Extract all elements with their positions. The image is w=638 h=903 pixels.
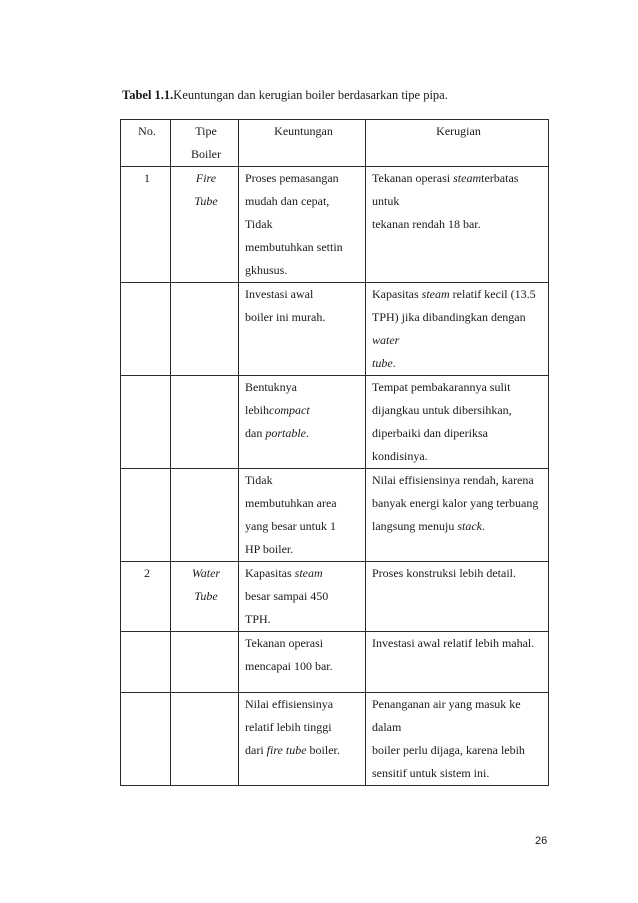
italic-term: water tube xyxy=(372,333,400,370)
header-type-line1: Tipe xyxy=(195,124,217,138)
table-caption-text: Keuntungan dan kerugian boiler berdasarkan tipe pipa. xyxy=(173,88,448,102)
text-span: dan xyxy=(245,426,263,440)
disadvantage-cell: Investasi awal relatif lebih mahal. xyxy=(366,632,549,693)
disadvantage-cell xyxy=(366,283,549,376)
table-row xyxy=(121,167,549,283)
disadvantage-cell: Tempat pembakarannya sulit dijangkau untuk dibersihkan, diperbaiki dan diperiksa kondisinya. xyxy=(366,376,549,469)
boiler-type-line1: Water xyxy=(191,566,221,580)
table-row xyxy=(121,469,549,562)
row-number xyxy=(121,693,171,786)
boiler-type xyxy=(171,469,239,562)
disadvantage-cell: Penanganan air yang masuk ke dalam boiler perlu dijaga, karena lebih sensitif untuk sistem ini. xyxy=(366,693,549,786)
header-disadvantage: Kerugian xyxy=(366,120,549,167)
row-number: 1 xyxy=(121,167,171,283)
text-span: Kapasitas xyxy=(245,566,295,580)
advantage-cell: Proses pemasangan mudah dan cepat, Tidak membutuhkan settin gkhusus. xyxy=(239,167,366,283)
italic-term: fire tube xyxy=(266,743,307,757)
text-span: terbatas untuk tekanan rendah 18 bar. xyxy=(372,171,519,231)
table-number: Tabel 1.1. xyxy=(122,88,174,102)
boiler-type-line2: Tube xyxy=(194,194,218,208)
advantage-cell: Tidak membutuhkan area yang besar untuk 1 HP boiler. xyxy=(239,469,366,562)
text-span: Nilai effisiensinya relatif lebih tinggi dari xyxy=(245,697,334,757)
table-row xyxy=(121,693,549,786)
row-number xyxy=(121,469,171,562)
disadvantage-cell xyxy=(366,167,549,283)
text-span: relatif kecil (13.5 TPH) jika dibandingkan dengan xyxy=(372,287,536,324)
row-number: 2 xyxy=(121,562,171,632)
text-span: Nilai effisiensinya rendah, karena banyak energi kalor yang terbuang langsung menuju xyxy=(372,473,539,533)
italic-term: portable xyxy=(265,426,306,440)
text-span: besar sampai 450 TPH. xyxy=(245,589,329,626)
italic-term: steam xyxy=(453,171,482,185)
table-row xyxy=(121,376,549,469)
boiler-comparison-table xyxy=(120,119,549,786)
table-row xyxy=(121,562,549,632)
text-span: Bentuknya lebih xyxy=(245,380,297,417)
text-span: Tekanan operasi xyxy=(372,171,454,185)
boiler-type xyxy=(171,283,239,376)
advantage-cell: Investasi awal boiler ini murah. xyxy=(239,283,366,376)
row-number xyxy=(121,376,171,469)
text-span: Kapasitas xyxy=(372,287,422,301)
advantage-cell xyxy=(239,562,366,632)
disadvantage-cell: Proses konstruksi lebih detail. xyxy=(366,562,549,632)
row-number xyxy=(121,283,171,376)
boiler-type-line1: Fire xyxy=(195,171,217,185)
italic-term: steam xyxy=(421,287,450,301)
advantage-cell: Tekanan operasi mencapai 100 bar. xyxy=(239,632,366,693)
header-type-line2: Boiler xyxy=(191,147,221,161)
disadvantage-cell xyxy=(366,469,549,562)
italic-term: compact xyxy=(269,403,310,417)
header-type xyxy=(171,120,239,167)
boiler-type xyxy=(171,376,239,469)
text-span: boiler. xyxy=(306,743,340,757)
table-caption xyxy=(122,88,448,103)
page-number: 26 xyxy=(535,835,548,847)
boiler-type xyxy=(171,562,239,632)
boiler-type-line2: Tube xyxy=(194,589,218,603)
italic-term: stack xyxy=(457,519,482,533)
boiler-type xyxy=(171,167,239,283)
header-no: No. xyxy=(121,120,171,167)
row-number xyxy=(121,632,171,693)
boiler-type xyxy=(171,632,239,693)
table-row xyxy=(121,283,549,376)
italic-term: steam xyxy=(294,566,323,580)
header-advantage: Keuntungan xyxy=(239,120,366,167)
advantage-cell xyxy=(239,693,366,786)
table-header-row xyxy=(121,120,549,167)
text-span: . xyxy=(392,356,396,370)
text-span: . xyxy=(481,519,485,533)
advantage-cell xyxy=(239,376,366,469)
boiler-type xyxy=(171,693,239,786)
text-span: . xyxy=(306,426,309,440)
table-row xyxy=(121,632,549,693)
